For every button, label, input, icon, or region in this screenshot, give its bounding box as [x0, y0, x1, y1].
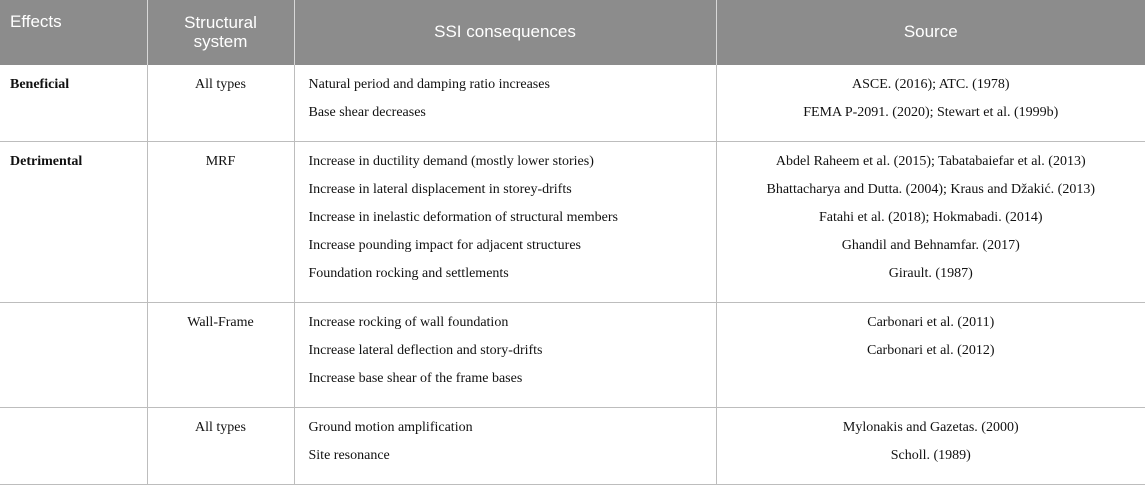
table-row — [0, 302, 1145, 407]
source-item: FEMA P-2091. (2020); Stewart et al. (1999b) — [717, 105, 1145, 133]
source-item: Fatahi et al. (2018); Hokmabadi. (2014) — [717, 210, 1145, 238]
header-effects-text: Effects — [10, 12, 62, 31]
source-item: Bhattacharya and Dutta. (2004); Kraus and Džakić. (2013) — [717, 182, 1145, 210]
consequences-cell — [294, 302, 716, 407]
source-item: Mylonakis and Gazetas. (2000) — [717, 420, 1145, 448]
structural-system-cell — [147, 141, 294, 302]
system-label: All types — [195, 420, 246, 435]
header-source — [716, 0, 1145, 64]
consequence-item: Increase base shear of the frame bases — [309, 371, 716, 399]
consequence-item: Foundation rocking and settlements — [309, 266, 716, 294]
effect-label-detrimental: Detrimental — [10, 154, 82, 169]
source-item: Carbonari et al. (2012) — [717, 343, 1145, 371]
source-cell — [716, 64, 1145, 141]
effect-cell — [0, 302, 147, 407]
consequences-cell — [294, 64, 716, 141]
structural-system-cell — [147, 407, 294, 484]
table-row — [0, 407, 1145, 484]
source-item: Abdel Raheem et al. (2015); Tabatabaiefar et al. (2013) — [717, 154, 1145, 182]
structural-system-cell — [147, 302, 294, 407]
effect-cell — [0, 407, 147, 484]
consequence-item: Increase in inelastic deformation of structural members — [309, 210, 716, 238]
effect-cell — [0, 64, 147, 141]
consequence-item: Base shear decreases — [309, 105, 716, 133]
consequence-item: Increase in lateral displacement in storey-drifts — [309, 182, 716, 210]
source-item: Carbonari et al. (2011) — [717, 315, 1145, 343]
consequence-item: Natural period and damping ratio increases — [309, 77, 716, 105]
consequence-item: Ground motion amplification — [309, 420, 716, 448]
consequence-item: Site resonance — [309, 448, 716, 476]
source-cell — [716, 141, 1145, 302]
consequence-item: Increase rocking of wall foundation — [309, 315, 716, 343]
system-label: MRF — [206, 154, 236, 169]
system-label: All types — [195, 77, 246, 92]
source-cell — [716, 302, 1145, 407]
effect-cell — [0, 141, 147, 302]
source-item: Ghandil and Behnamfar. (2017) — [717, 238, 1145, 266]
header-effects — [0, 0, 147, 64]
table-row — [0, 141, 1145, 302]
source-item: Scholl. (1989) — [717, 448, 1145, 476]
effect-label-beneficial: Beneficial — [10, 77, 69, 92]
source-item: ASCE. (2016); ATC. (1978) — [717, 77, 1145, 105]
table-row — [0, 64, 1145, 141]
structural-system-cell — [147, 64, 294, 141]
consequence-item: Increase in ductility demand (mostly lower stories) — [309, 154, 716, 182]
consequence-item: Increase pounding impact for adjacent structures — [309, 238, 716, 266]
consequences-cell — [294, 141, 716, 302]
header-ssi-consequences — [294, 0, 716, 64]
system-label: Wall-Frame — [187, 315, 254, 330]
header-structural-system — [147, 0, 294, 64]
consequences-cell — [294, 407, 716, 484]
header-consequences-text: SSI consequences — [434, 22, 576, 41]
header-system-line-2: system — [194, 32, 248, 51]
source-cell — [716, 407, 1145, 484]
source-item: Girault. (1987) — [717, 266, 1145, 294]
consequence-item: Increase lateral deflection and story-drifts — [309, 343, 716, 371]
table-header-row — [0, 0, 1145, 64]
header-system-line-1: Structural — [184, 13, 257, 32]
header-source-text: Source — [904, 22, 958, 41]
